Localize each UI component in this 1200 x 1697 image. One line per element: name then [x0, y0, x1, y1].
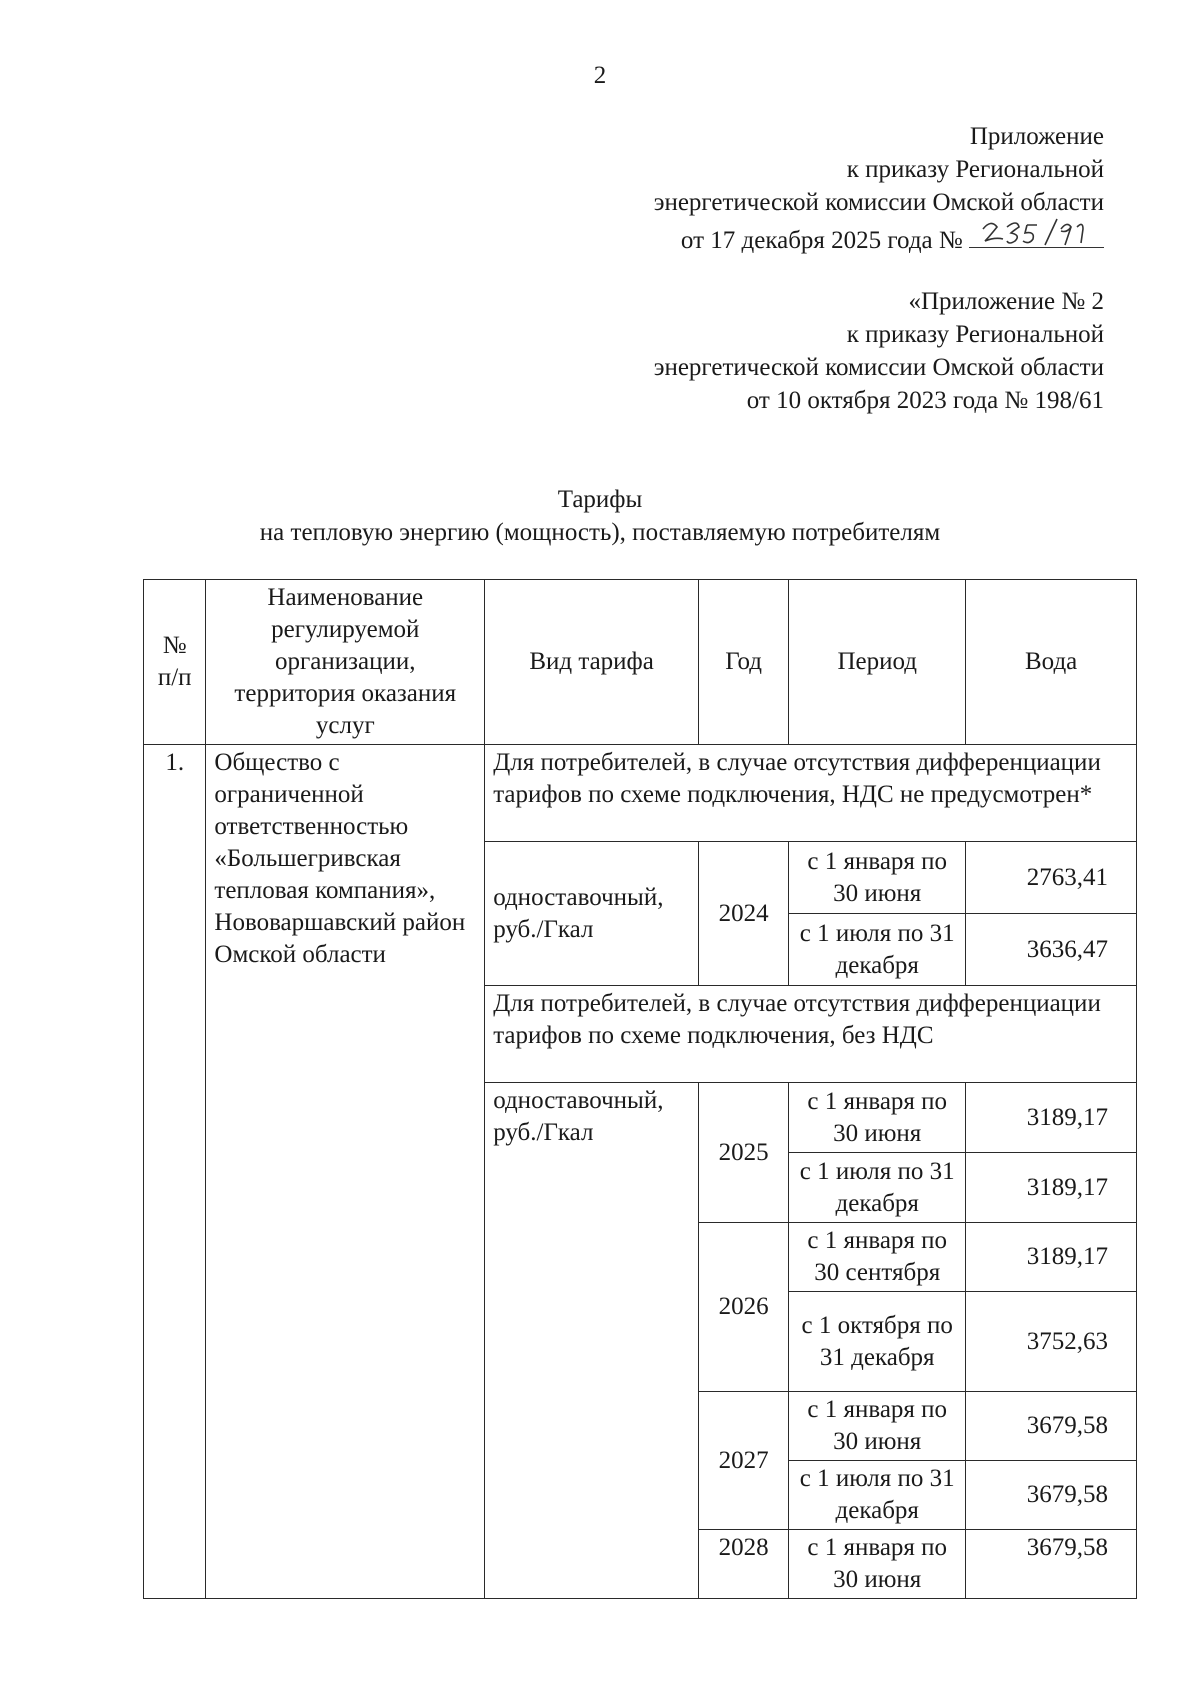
header-period: Период — [789, 580, 966, 745]
organization-name: Общество с ограниченной ответственностью «Большегривская тепловая компания», Нововаршавский район Омской области — [206, 745, 485, 1599]
section-title-1: Для потребителей, в случае отсутствия дифференциации тарифов по схеме подключения, НДС не предусмотрен* — [485, 745, 1137, 842]
appendix-line-4 — [654, 219, 1104, 257]
period-cell: с 1 января по 30 июня — [789, 1530, 966, 1599]
row-number: 1. — [144, 745, 206, 1599]
document-title — [0, 483, 1200, 549]
period-cell: с 1 июля по 31 декабря — [789, 1153, 966, 1223]
table-row — [144, 745, 1137, 842]
prev-appendix-line-2: к приказу Региональной — [846, 321, 1104, 348]
appendix-line-2: к приказу Региональной — [846, 156, 1104, 183]
section-title-2: Для потребителей, в случае отсутствия дифференциации тарифов по схеме подключения, без НДС — [485, 986, 1137, 1083]
period-cell: с 1 января по 30 июня — [789, 1392, 966, 1461]
previous-appendix-header — [654, 285, 1104, 417]
period-cell: с 1 января по 30 июня — [789, 842, 966, 914]
value-cell: 3679,58 — [966, 1530, 1137, 1599]
tariff-type-cell: одноставочный, руб./Гкал — [485, 1083, 699, 1599]
period-cell: с 1 января по 30 сентября — [789, 1223, 966, 1292]
tariff-type-cell: одноставочный, руб./Гкал — [485, 842, 699, 986]
value-cell: 2763,41 — [966, 842, 1137, 914]
prev-appendix-line-3: энергетической комиссии Омской области — [653, 354, 1104, 381]
header-year: Год — [698, 580, 788, 745]
year-cell: 2026 — [698, 1223, 788, 1392]
period-cell: с 1 января по 30 июня — [789, 1083, 966, 1153]
value-cell: 3679,58 — [966, 1392, 1137, 1461]
appendix-line-3: энергетической комиссии Омской области — [653, 189, 1104, 216]
tariffs-table — [143, 579, 1137, 1599]
value-cell: 3189,17 — [966, 1153, 1137, 1223]
table-header-row — [144, 580, 1137, 745]
year-cell: 2027 — [698, 1392, 788, 1530]
header-num: № п/п — [144, 580, 206, 745]
appendix-line-1: Приложение — [969, 123, 1104, 150]
appendix-date: от 17 декабря 2025 года № — [680, 227, 963, 254]
value-cell: 3752,63 — [966, 1292, 1137, 1392]
title-line-2: на тепловую энергию (мощность), поставляемую потребителям — [259, 519, 941, 546]
prev-appendix-line-1: «Приложение № 2 — [908, 288, 1104, 315]
year-cell: 2028 — [698, 1530, 788, 1599]
year-cell: 2025 — [698, 1083, 788, 1223]
prev-appendix-line-4: от 10 октября 2023 года № 198/61 — [746, 387, 1104, 414]
header-water: Вода — [966, 580, 1137, 745]
value-cell: 3189,17 — [966, 1083, 1137, 1153]
header-tariff-type: Вид тарифа — [485, 580, 699, 745]
period-cell: с 1 июля по 31 декабря — [789, 1461, 966, 1530]
title-line-1: Тарифы — [557, 486, 643, 513]
page-number: 2 — [593, 62, 607, 89]
header-organization: Наименование регулируемой организации, территория оказания услуг — [206, 580, 485, 745]
year-cell: 2024 — [698, 842, 788, 986]
value-cell: 3189,17 — [966, 1223, 1137, 1292]
handwritten-order-number — [969, 219, 1104, 248]
appendix-header — [654, 120, 1104, 257]
value-cell: 3636,47 — [966, 914, 1137, 986]
value-cell: 3679,58 — [966, 1461, 1137, 1530]
period-cell: с 1 октября по 31 декабря — [789, 1292, 966, 1392]
signature-icon — [977, 215, 1097, 249]
period-cell: с 1 июля по 31 декабря — [789, 914, 966, 986]
